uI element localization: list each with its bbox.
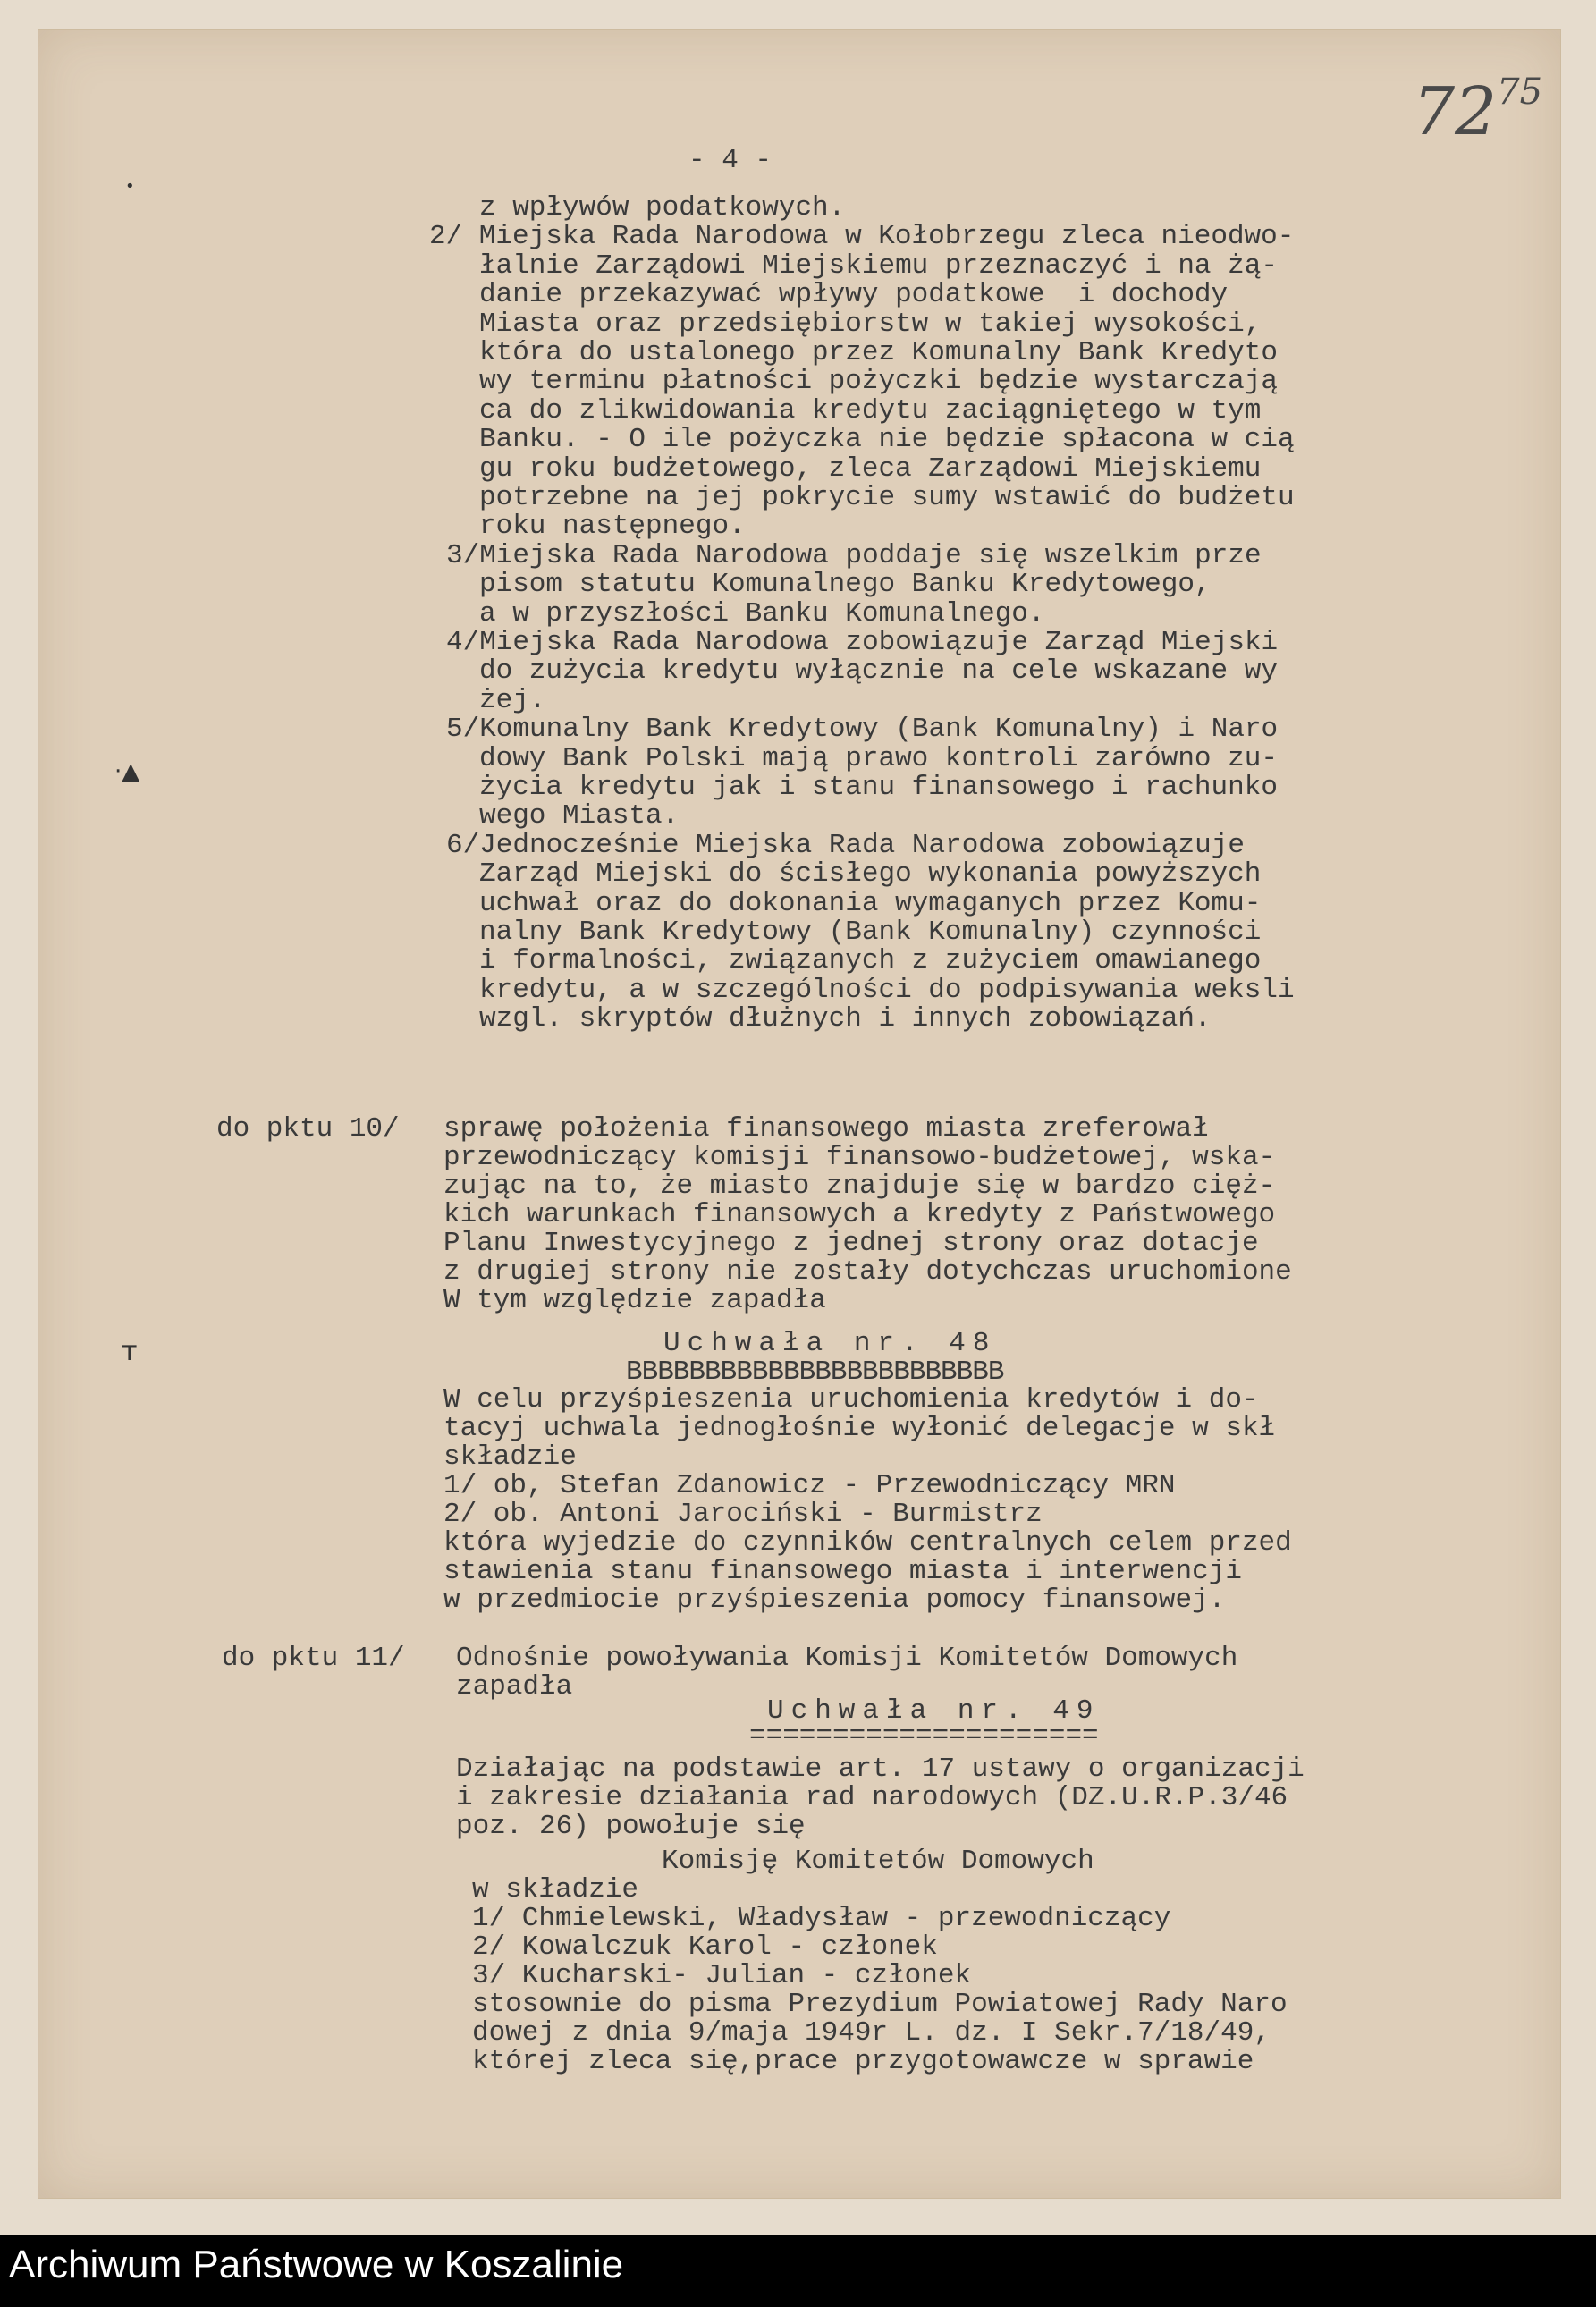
punch-mark-1: • — [125, 177, 135, 196]
text-line: potrzebne na jej pokrycie sumy wstawić do budżetu — [479, 482, 1295, 513]
text-line: której zleca się,prace przygotowawcze w sprawie — [472, 2046, 1254, 2077]
archive-name: Archiwum Państwowe w Koszalinie — [9, 2243, 624, 2286]
text-line: Banku. - O ile pożyczka nie będzie spłacona w cią — [479, 424, 1295, 456]
section-label-pkt10: do pktu 10/ — [216, 1113, 400, 1145]
text-line: poz. 26) powołuje się — [456, 1811, 806, 1842]
text-line: kredytu, a w szczególności do podpisywania weksli — [479, 974, 1295, 1006]
text-line: 2/ ob. Antoni Jarociński - Burmistrz — [443, 1499, 1043, 1530]
resolution-48-title: Uchwała nr. 48 — [663, 1328, 997, 1359]
text-line: i zakresie działania rad narodowych (DZ.U.R.P.3/46 — [456, 1782, 1288, 1813]
text-line: która wyjedzie do czynników centralnych celem przed — [443, 1527, 1292, 1559]
text-line: żej. — [479, 684, 546, 716]
text-line: wzgl. skryptów dłużnych i innych zobowiązań. — [479, 1003, 1212, 1035]
punch-mark-2: ·▲ — [114, 758, 140, 785]
text-line: kich warunkach finansowych a kredyty z Państwowego — [443, 1199, 1276, 1230]
text-line: 4/Miejska Rada Narodowa zobowiązuje Zarząd Miejski — [446, 627, 1279, 658]
text-line: Odnośnie powoływania Komisji Komitetów Domowych — [456, 1643, 1238, 1674]
text-line: i formalności, związanych z zużyciem omawianego — [479, 945, 1262, 977]
text-line: która do ustalonego przez Komunalny Bank Kredyto — [479, 337, 1278, 368]
text-line: uchwał oraz do dokonania wymaganych przez Komu- — [479, 887, 1262, 919]
text-line: dowej z dnia 9/maja 1949r L. dz. I Sekr.7/18/49, — [472, 2017, 1271, 2049]
text-line: 3/Miejska Rada Narodowa poddaje się wszelkim prze — [446, 539, 1262, 571]
text-line: 6/Jednocześnie Miejska Rada Narodowa zobowiązuje — [446, 829, 1245, 861]
text-line: nalny Bank Kredytowy (Bank Komunalny) czynności — [479, 917, 1262, 948]
text-line: 3/ Kucharski- Julian - członek — [472, 1960, 972, 1991]
text-line: do zużycia kredytu wyłącznie na cele wskazane wy — [479, 655, 1278, 688]
text-line: wego Miasta. — [479, 800, 680, 832]
text-line: 5/Komunalny Bank Kredytowy (Bank Komunalny) i Naro — [446, 714, 1279, 746]
text-line: Zarząd Miejski do ścisłego wykonania powyższych — [479, 858, 1262, 891]
text-line: składzie — [443, 1441, 577, 1473]
text-line: w składzie — [472, 1874, 639, 1906]
text-line: stosownie do pisma Prezydium Powiatowej Rady Naro — [472, 1989, 1288, 2020]
text-line: 2/ Kowalczuk Karol - członek — [472, 1931, 938, 1963]
text-line: roku następnego. — [479, 511, 746, 543]
text-line: a w przyszłości Banku Komunalnego. — [479, 597, 1045, 630]
section-label-pkt11: do pktu 11/ — [222, 1643, 405, 1674]
resolution-49-underline: ===================== — [749, 1720, 1099, 1752]
text-line: z wpływów podatkowych. — [479, 192, 846, 224]
text-line: pisom statutu Komunalnego Banku Kredytowego, — [479, 569, 1212, 601]
text-line: gu roku budżetowego, zleca Zarządowi Miejskiemu — [479, 452, 1262, 485]
text-line: przewodniczący komisji finansowo-budżetowej, wska- — [443, 1142, 1276, 1173]
text-line: życia kredytu jak i stanu finansowego i rachunko — [479, 772, 1278, 803]
text-line: Działając na podstawie art. 17 ustawy o organizacji — [456, 1753, 1305, 1785]
text-line: łalnie Zarządowi Miejskiemu przeznaczyć i na żą- — [479, 249, 1278, 282]
resolution-48-underline: BBBBBBBBBBBBBBBBBBBBBBBB — [626, 1356, 1004, 1388]
text-line: 2/ Miejska Rada Narodowa w Kołobrzegu zleca nieodwo- — [429, 221, 1295, 253]
text-line: Miasta oraz przedsiębiorstw w takiej wysokości, — [479, 308, 1262, 340]
punch-mark-3: т — [122, 1336, 138, 1367]
text-line: w przedmiocie przyśpieszenia pomocy finansowej. — [443, 1584, 1226, 1616]
text-line: zapadła — [456, 1671, 573, 1703]
text-line: Planu Inwestycyjnego z jednej strony oraz dotacje — [443, 1228, 1259, 1259]
text-line: wy terminu płatności pożyczki będzie wystarczają — [479, 366, 1278, 398]
page-number: - 4 - — [688, 145, 773, 176]
text-line: stawienia stanu finansowego miasta i interwencji — [443, 1556, 1242, 1587]
archive-folio-number — [1413, 72, 1542, 150]
text-line: W tym względzie zapadła — [443, 1285, 826, 1316]
text-line: W celu przyśpieszenia uruchomienia kredytów i do- — [443, 1384, 1259, 1415]
archive-footer-bar — [0, 2235, 1596, 2307]
text-line: dowy Bank Polski mają prawo kontroli zarówno zu- — [479, 742, 1278, 774]
archive-number-sup: 75 — [1497, 72, 1543, 113]
text-line: sprawę położenia finansowego miasta zreferował — [443, 1113, 1209, 1145]
archive-number-main: 72 — [1413, 73, 1498, 150]
text-line: ca do zlikwidowania kredytu zaciągniętego w tym — [479, 394, 1262, 427]
resolution-49-title: Uchwała nr. 49 — [767, 1695, 1101, 1727]
text-line: 1/ ob, Stefan Zdanowicz - Przewodniczący MRN — [443, 1470, 1176, 1501]
text-line: danie przekazywać wpływy podatkowe i dochody — [479, 279, 1229, 311]
text-line: 1/ Chmielewski, Władysław - przewodniczący — [472, 1903, 1171, 1934]
text-line: zując na to, że miasto znajduje się w bardzo cięż- — [443, 1170, 1276, 1202]
text-line: z drugiej strony nie zostały dotychczas uruchomione — [443, 1256, 1292, 1288]
committee-name-line: Komisję Komitetów Domowych — [662, 1846, 1094, 1877]
text-line: tacyj uchwala jednogłośnie wyłonić delegacje w skł — [443, 1413, 1276, 1444]
